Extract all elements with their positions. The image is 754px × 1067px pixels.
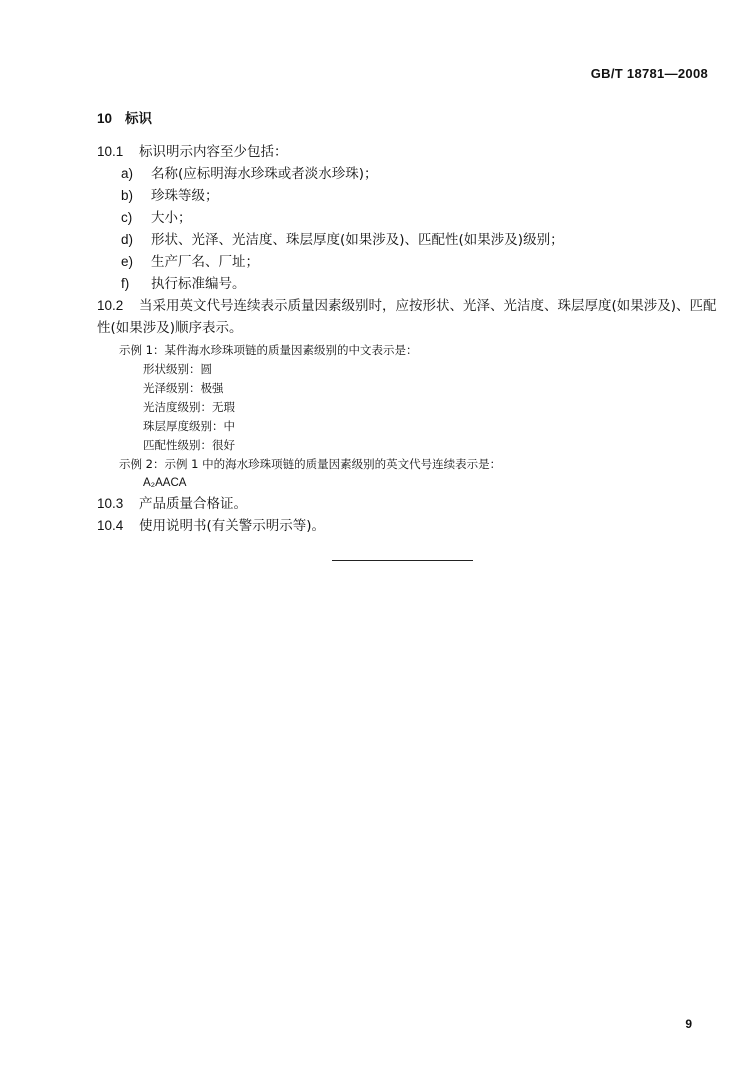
item-label: b) [121, 188, 134, 203]
item-text: 大小； [151, 210, 192, 226]
example-2-code: A₂AACA [143, 477, 187, 489]
item-label: a) [121, 166, 134, 181]
list-item [121, 187, 219, 205]
item-label: d) [121, 232, 134, 247]
end-rule [332, 560, 473, 561]
list-item [121, 253, 259, 271]
example-2-intro: 示例 2：示例 1 中的海水珍珠项链的质量因素级别的英文代号连续表示是： [119, 457, 502, 471]
example-1-row: 形状级别：圆 [143, 362, 212, 376]
section-heading [97, 110, 152, 128]
clause-number: 10.4 [97, 518, 124, 533]
item-text: 执行标准编号。 [151, 276, 246, 292]
clause-10-4 [97, 517, 325, 535]
section-number: 10 [97, 111, 113, 126]
item-label: f) [121, 276, 130, 291]
item-label: e) [121, 254, 134, 269]
example-1-intro: 示例 1：某件海水珍珠项链的质量因素级别的中文表示是： [119, 343, 418, 357]
clause-text-line1: 当采用英文代号连续表示质量因素级别时，应按形状、光泽、光洁度、珠层厚度(如果涉及)、匹配 [139, 298, 717, 314]
example-1-row: 匹配性级别：很好 [143, 438, 235, 452]
example-1-row: 光洁度级别：无瑕 [143, 400, 235, 414]
example-1-row: 光泽级别：极强 [143, 381, 224, 395]
clause-number: 10.1 [97, 144, 124, 159]
clause-text: 使用说明书(有关警示明示等)。 [139, 518, 326, 534]
clause-10-3 [97, 495, 247, 513]
list-item [121, 275, 246, 293]
example-1-row: 珠层厚度级别：中 [143, 419, 235, 433]
item-text: 名称(应标明海水珍珠或者淡水珍珠)； [151, 166, 378, 182]
standard-code: GB/T 18781—2008 [590, 66, 708, 81]
list-item [121, 209, 192, 227]
clause-10-1 [97, 143, 288, 161]
clause-10-2 [97, 297, 717, 315]
section-title: 标识 [125, 111, 152, 127]
list-item [121, 165, 378, 183]
clause-number: 10.3 [97, 496, 124, 511]
item-label: c) [121, 210, 133, 225]
clause-text: 产品质量合格证。 [139, 496, 247, 512]
item-text: 形状、光泽、光洁度、珠层厚度(如果涉及)、匹配性(如果涉及)级别； [151, 232, 564, 248]
list-item [121, 231, 564, 249]
clause-text-line2: 性(如果涉及)顺序表示。 [97, 320, 243, 336]
clause-text: 标识明示内容至少包括： [139, 144, 288, 160]
item-text: 珍珠等级； [151, 188, 219, 204]
page-number: 9 [685, 1017, 692, 1031]
clause-number: 10.2 [97, 298, 124, 313]
item-text: 生产厂名、厂址； [151, 254, 259, 270]
